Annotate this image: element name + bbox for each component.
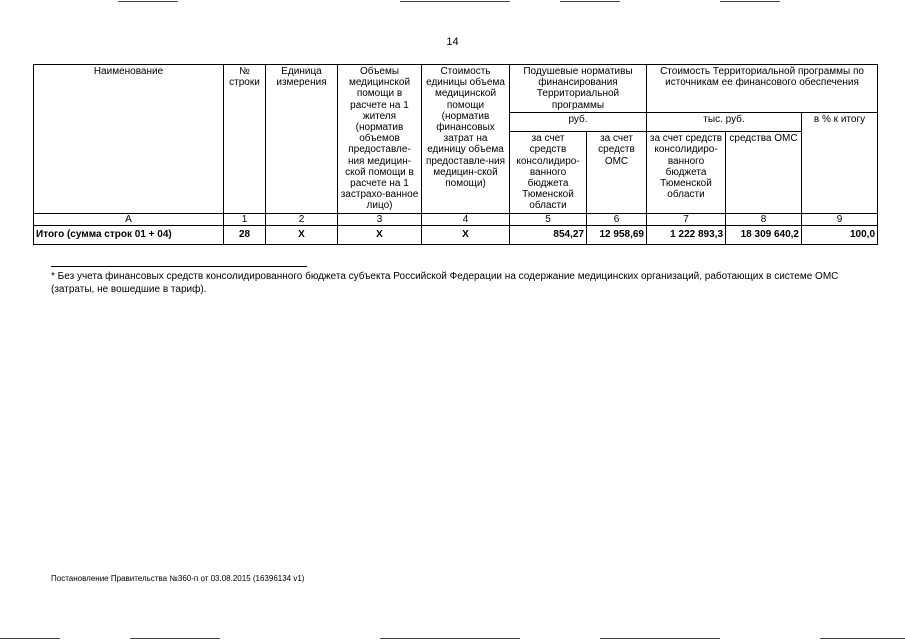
total-cost: X xyxy=(422,225,510,244)
header-col6: за счет средств ОМС xyxy=(587,132,647,213)
total-c5: 854,27 xyxy=(510,225,587,244)
header-col5: за счет средств консолидиро-ванного бюджета Тюменской области xyxy=(510,132,587,213)
col-num: 8 xyxy=(726,213,802,225)
total-c7: 1 222 893,3 xyxy=(647,225,726,244)
col-num: 2 xyxy=(266,213,338,225)
header-unit: Единица измерения xyxy=(266,65,338,214)
col-num: 4 xyxy=(422,213,510,225)
footnote-separator xyxy=(51,266,307,267)
footnote: * Без учета финансовых средств консолидированного бюджета субъекта Российской Федерации на содержание медицинских организаций, работающих в системе ОМС (затраты, не вошедшие в тариф). xyxy=(51,271,839,295)
page-number: 14 xyxy=(446,36,459,48)
total-name: Итого (сумма строк 01 + 04) xyxy=(34,225,224,244)
financing-table xyxy=(33,64,878,245)
col-num: 7 xyxy=(647,213,726,225)
header-col7: за счет средств консолидиро-ванного бюджета Тюменской области xyxy=(647,132,726,213)
total-c8: 18 309 640,2 xyxy=(726,225,802,244)
header-per-capita: Подушевые нормативы финансирования Территориальной программы xyxy=(510,65,647,113)
header-col8: средства ОМС xyxy=(726,132,802,213)
total-c9: 100,0 xyxy=(802,225,878,244)
col-num: 9 xyxy=(802,213,878,225)
total-c6: 12 958,69 xyxy=(587,225,647,244)
col-num: 3 xyxy=(338,213,422,225)
col-num: 5 xyxy=(510,213,587,225)
col-num: А xyxy=(34,213,224,225)
header-thous-rub: тыс. руб. xyxy=(647,112,802,131)
header-territorial-cost: Стоимость Территориальной программы по источникам ее финансового обеспечения xyxy=(647,65,878,113)
top-scan-edge xyxy=(0,0,905,3)
header-volume: Объемы медицинской помощи в расчете на 1 жителя (норматив объемов предоставле-ния медицин-ской помощи в расчете на 1 застрахо-ванное лицо) xyxy=(338,65,422,214)
col-num: 6 xyxy=(587,213,647,225)
header-row-no: № строки xyxy=(224,65,266,214)
document-footer: Постановление Правительства №360-п от 03.08.2015 (16396134 v1) xyxy=(51,574,305,583)
total-unit: X xyxy=(266,225,338,244)
header-pct-total: в % к итогу xyxy=(802,112,878,213)
col-num: 1 xyxy=(224,213,266,225)
total-row-no: 28 xyxy=(224,225,266,244)
header-rub: руб. xyxy=(510,112,647,131)
header-name: Наименование xyxy=(34,65,224,214)
total-row xyxy=(34,225,878,244)
column-numbers-row xyxy=(34,213,878,225)
header-cost: Стоимость единицы объема медицинской помощи (норматив финансовых затрат на единицу объема предоставле-ния медицин-ской помощи) xyxy=(422,65,510,214)
total-volume: X xyxy=(338,225,422,244)
